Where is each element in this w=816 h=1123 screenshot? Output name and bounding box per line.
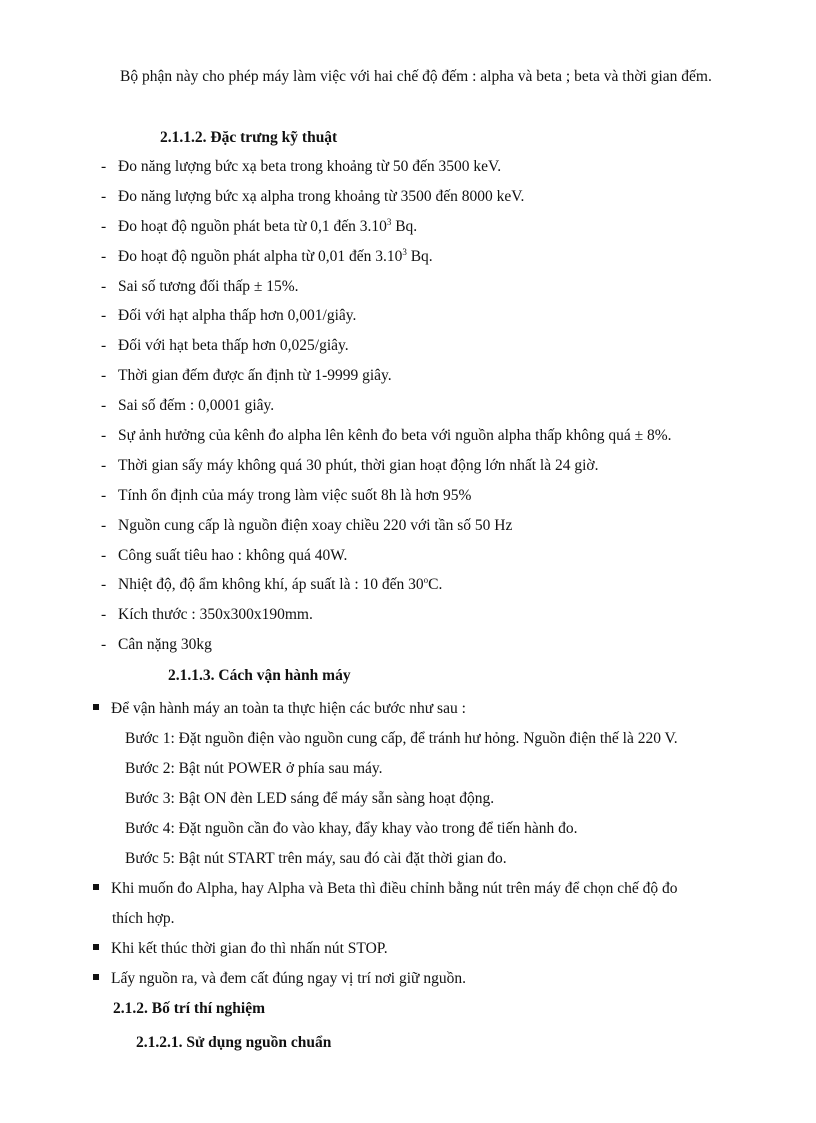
heading-standard-source: 2.1.2.1. Sử dụng nguồn chuẩn bbox=[136, 1034, 332, 1051]
intro-paragraph: Bộ phận này cho phép máy làm việc với hai chế độ đếm : alpha và beta ; beta và thời gian đếm. bbox=[120, 68, 712, 85]
spec-text: Đối với hạt alpha thấp hơn 0,001/giây. bbox=[118, 307, 357, 325]
spec-item bbox=[101, 336, 751, 366]
dash-marker: - bbox=[101, 516, 107, 534]
spec-text: Đo hoạt độ nguồn phát beta từ 0,1 đến 3.10 bbox=[118, 217, 387, 235]
spec-text: Sự ảnh hưởng của kênh đo alpha lên kênh đo beta với nguồn alpha thấp không quá ± 8%. bbox=[118, 427, 672, 445]
spec-item bbox=[101, 605, 751, 635]
step-4: Bước 4: Đặt nguồn cần đo vào khay, đẩy khay vào trong để tiến hành đo. bbox=[125, 820, 578, 837]
step-2: Bước 2: Bật nút POWER ở phía sau máy. bbox=[125, 760, 383, 777]
spec-text: Đo hoạt độ nguồn phát alpha từ 0,01 đến 3.10 bbox=[118, 247, 403, 265]
dash-marker: - bbox=[101, 636, 107, 654]
dash-marker: - bbox=[101, 367, 107, 385]
square-bullet-icon bbox=[93, 944, 99, 950]
dash-marker: - bbox=[101, 486, 107, 504]
spec-item bbox=[101, 366, 751, 396]
dash-marker: - bbox=[101, 247, 107, 265]
bullet-mode-continuation: thích hợp. bbox=[112, 910, 175, 927]
specs-list bbox=[101, 157, 751, 665]
dash-marker: - bbox=[101, 397, 107, 415]
operation-intro-bullet bbox=[93, 699, 466, 719]
operation-intro-text: Để vận hành máy an toàn ta thực hiện các bước như sau : bbox=[111, 700, 466, 717]
heading-experiment-layout: 2.1.2. Bố trí thí nghiệm bbox=[113, 1000, 265, 1017]
dash-marker: - bbox=[101, 277, 107, 295]
spec-item bbox=[101, 546, 751, 576]
dash-marker: - bbox=[101, 456, 107, 474]
spec-text-suffix: Bq. bbox=[391, 217, 418, 235]
spec-text-suffix: C. bbox=[428, 576, 443, 594]
bullet-mode-select bbox=[93, 879, 678, 899]
dash-marker: - bbox=[101, 158, 107, 175]
spec-text: Đo năng lượng bức xạ beta trong khoảng từ 50 đến 3500 keV. bbox=[118, 158, 502, 175]
heading-operation: 2.1.1.3. Cách vận hành máy bbox=[168, 667, 351, 684]
dash-marker: - bbox=[101, 187, 107, 205]
spec-item bbox=[101, 396, 751, 426]
step-3: Bước 3: Bật ON đèn LED sáng để máy sẵn sàng hoạt động. bbox=[125, 790, 495, 807]
spec-item bbox=[101, 187, 751, 217]
dash-marker: - bbox=[101, 217, 107, 235]
spec-item bbox=[101, 306, 751, 336]
spec-text: Sai số đếm : 0,0001 giây. bbox=[118, 397, 275, 415]
spec-text: Kích thước : 350x300x190mm. bbox=[118, 606, 313, 624]
spec-text: Công suất tiêu hao : không quá 40W. bbox=[118, 546, 348, 564]
dash-marker: - bbox=[101, 576, 107, 594]
dash-marker: - bbox=[101, 307, 107, 325]
spec-text: Tính ổn định của máy trong làm việc suốt 8h là hơn 95% bbox=[118, 486, 472, 504]
spec-text-suffix: Bq. bbox=[406, 247, 433, 265]
spec-text: Thời gian đếm được ấn định từ 1-9999 giây. bbox=[118, 367, 392, 385]
spec-item bbox=[101, 426, 751, 456]
bullet-stop bbox=[93, 939, 388, 959]
superscript: 3 bbox=[386, 216, 392, 227]
step-5: Bước 5: Bật nút START trên máy, sau đó cài đặt thời gian đo. bbox=[125, 850, 507, 867]
bullet-store-text: Lấy nguồn ra, và đem cất đúng ngay vị trí nơi giữ nguồn. bbox=[111, 970, 466, 987]
dash-marker: - bbox=[101, 337, 107, 355]
spec-item bbox=[101, 516, 751, 546]
spec-text: Cân nặng 30kg bbox=[118, 636, 212, 654]
bullet-store bbox=[93, 969, 466, 989]
spec-item bbox=[101, 157, 751, 187]
spec-item bbox=[101, 456, 751, 486]
spec-text: Đối với hạt beta thấp hơn 0,025/giây. bbox=[118, 337, 349, 355]
spec-text: Đo năng lượng bức xạ alpha trong khoảng từ 3500 đến 8000 keV. bbox=[118, 187, 525, 205]
step-1: Bước 1: Đặt nguồn điện vào nguồn cung cấp, để tránh hư hỏng. Nguồn điện thế là 220 V. bbox=[125, 730, 678, 747]
spec-item bbox=[101, 575, 751, 605]
dash-marker: - bbox=[101, 427, 107, 445]
square-bullet-icon bbox=[93, 974, 99, 980]
dash-marker: - bbox=[101, 546, 107, 564]
dash-marker: - bbox=[101, 606, 107, 624]
bullet-mode-text: Khi muốn đo Alpha, hay Alpha và Beta thì điều chỉnh bằng nút trên máy để chọn chế độ đo bbox=[111, 880, 678, 897]
bullet-stop-text: Khi kết thúc thời gian đo thì nhấn nút STOP. bbox=[111, 940, 388, 957]
spec-text: Nhiệt độ, độ ẩm không khí, áp suất là : 10 đến 30 bbox=[118, 576, 424, 594]
spec-item bbox=[101, 277, 751, 307]
spec-text: Sai số tương đối thấp ± 15%. bbox=[118, 277, 299, 295]
heading-technical-specs: 2.1.1.2. Đặc trưng kỹ thuật bbox=[160, 129, 338, 146]
spec-item bbox=[101, 486, 751, 516]
spec-item bbox=[101, 247, 751, 277]
spec-text: Thời gian sấy máy không quá 30 phút, thời gian hoạt động lớn nhất là 24 giờ. bbox=[118, 456, 599, 474]
spec-item bbox=[101, 217, 751, 247]
spec-text: Nguồn cung cấp là nguồn điện xoay chiều 220 với tần số 50 Hz bbox=[118, 516, 513, 534]
square-bullet-icon bbox=[93, 704, 99, 710]
square-bullet-icon bbox=[93, 884, 99, 890]
degree-superscript: o bbox=[423, 575, 429, 586]
spec-item bbox=[101, 635, 751, 665]
superscript: 3 bbox=[402, 246, 407, 257]
